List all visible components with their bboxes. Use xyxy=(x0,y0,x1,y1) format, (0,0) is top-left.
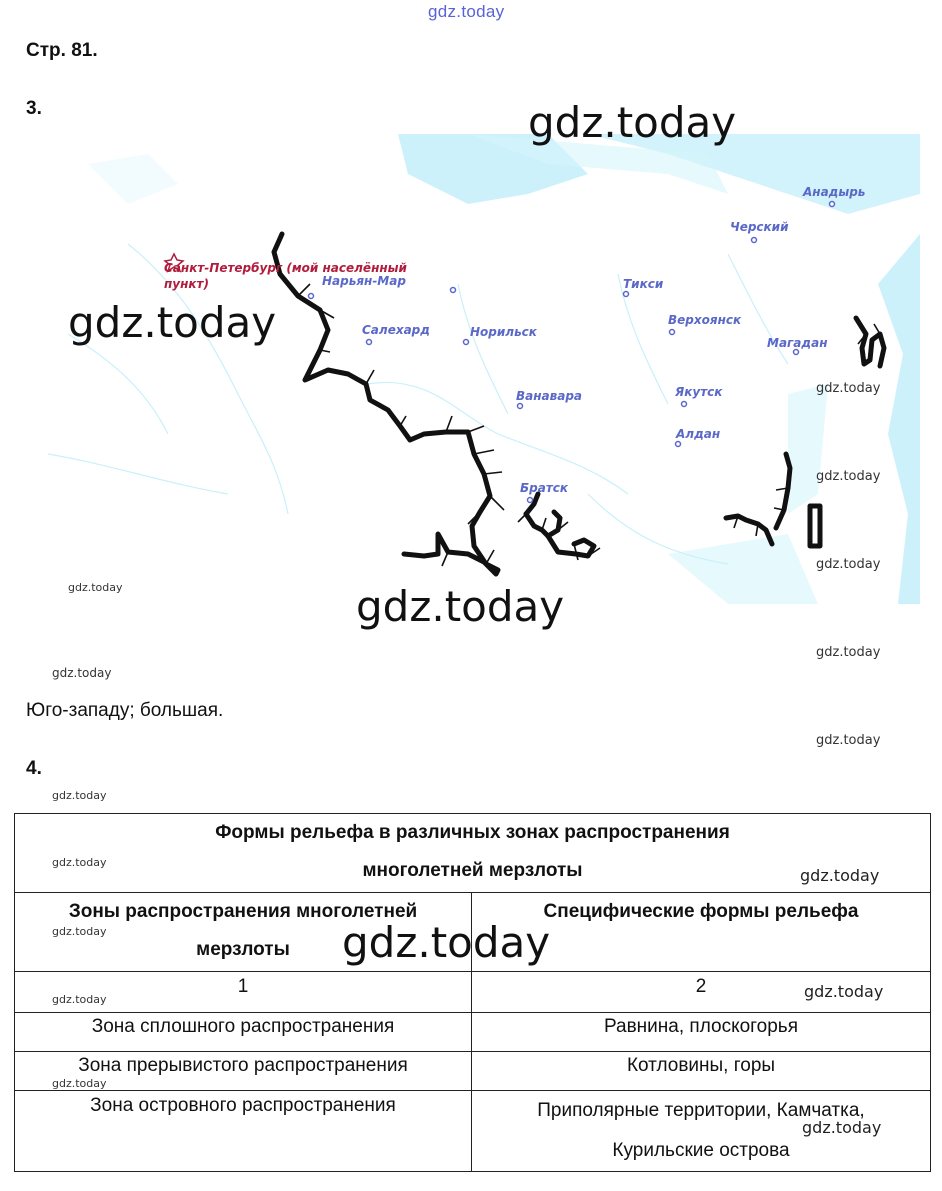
table-cell: Зона сплошного распространения xyxy=(15,1013,472,1052)
table-cell: Равнина, плоскогорья xyxy=(472,1013,931,1052)
watermark: gdz.today xyxy=(804,982,884,1001)
city-label-bratsk: Братск xyxy=(520,481,569,495)
watermark: gdz.today xyxy=(800,866,880,885)
task3-answer: Юго-западу; большая. xyxy=(26,700,224,721)
task3-number: 3. xyxy=(26,98,42,119)
table-title-row xyxy=(15,814,931,893)
watermark: gdz.today xyxy=(68,581,123,594)
watermark: gdz.today xyxy=(356,582,565,631)
rivers xyxy=(48,244,788,564)
table-cell: 2 xyxy=(472,972,931,1013)
watermark-top: gdz.today xyxy=(428,2,505,21)
city-label-naryan-mar: Нарьян-Мар xyxy=(322,274,406,288)
table-header-zones: Зоны распространения многолетней мерзлоты xyxy=(15,893,472,972)
city-label-anadyr: Анадырь xyxy=(803,185,866,199)
table-row xyxy=(15,1052,931,1091)
table-row xyxy=(15,1091,931,1172)
russia-permafrost-map xyxy=(28,134,920,604)
table-header-forms: Специфические формы рельефа xyxy=(472,893,931,972)
watermark: gdz.today xyxy=(52,789,107,802)
watermark: gdz.today xyxy=(52,666,112,680)
task4-number: 4. xyxy=(26,758,42,779)
relief-table xyxy=(14,813,931,1172)
city-markers xyxy=(309,202,835,503)
watermark: gdz.today xyxy=(528,98,737,147)
watermark: gdz.today xyxy=(68,298,277,347)
city-label-chersky: Черский xyxy=(730,220,789,234)
city-label-tiksi: Тикси xyxy=(623,277,664,291)
city-label-vanavara: Ванавара xyxy=(516,389,583,403)
watermark: gdz.today xyxy=(816,557,881,572)
table-cell: Котловины, горы xyxy=(472,1052,931,1091)
watermark: gdz.today xyxy=(802,1118,882,1137)
city-label-magadan: Магадан xyxy=(767,336,828,350)
table-row xyxy=(15,1013,931,1052)
city-label-yakutsk: Якутск xyxy=(675,385,723,399)
watermark: gdz.today xyxy=(52,993,107,1006)
watermark: gdz.today xyxy=(52,925,107,938)
city-label-spb: Санкт-Петербург (мой населённый xyxy=(164,261,407,275)
watermark: gdz.today xyxy=(342,918,551,967)
watermark: gdz.today xyxy=(816,381,881,396)
table-row xyxy=(15,972,931,1013)
table-cell: 1 xyxy=(15,972,472,1013)
watermark: gdz.today xyxy=(52,1077,107,1090)
watermark: gdz.today xyxy=(816,733,881,748)
table-title: Формы рельефа в различных зонах распространения многолетней мерзлоты xyxy=(15,814,931,893)
city-label-aldan: Алдан xyxy=(676,427,721,441)
table-cell: Зона островного распространения xyxy=(15,1091,472,1172)
watermark: gdz.today xyxy=(816,645,881,660)
city-label-verkhoyansk: Верхоянск xyxy=(668,313,742,327)
watermark: gdz.today xyxy=(816,469,881,484)
table-cell: Зона прерывистого распространения xyxy=(15,1052,472,1091)
table-cell: Приполярные территории, Камчатка, Курильские острова xyxy=(472,1091,931,1172)
water-areas xyxy=(88,134,920,604)
city-label-norilsk: Норильск xyxy=(470,325,537,339)
city-label-spb-2: пункт) xyxy=(164,277,209,291)
city-label-salekhard: Салехард xyxy=(362,323,430,337)
watermark: gdz.today xyxy=(52,856,107,869)
page-title: Стр. 81. xyxy=(26,40,98,61)
